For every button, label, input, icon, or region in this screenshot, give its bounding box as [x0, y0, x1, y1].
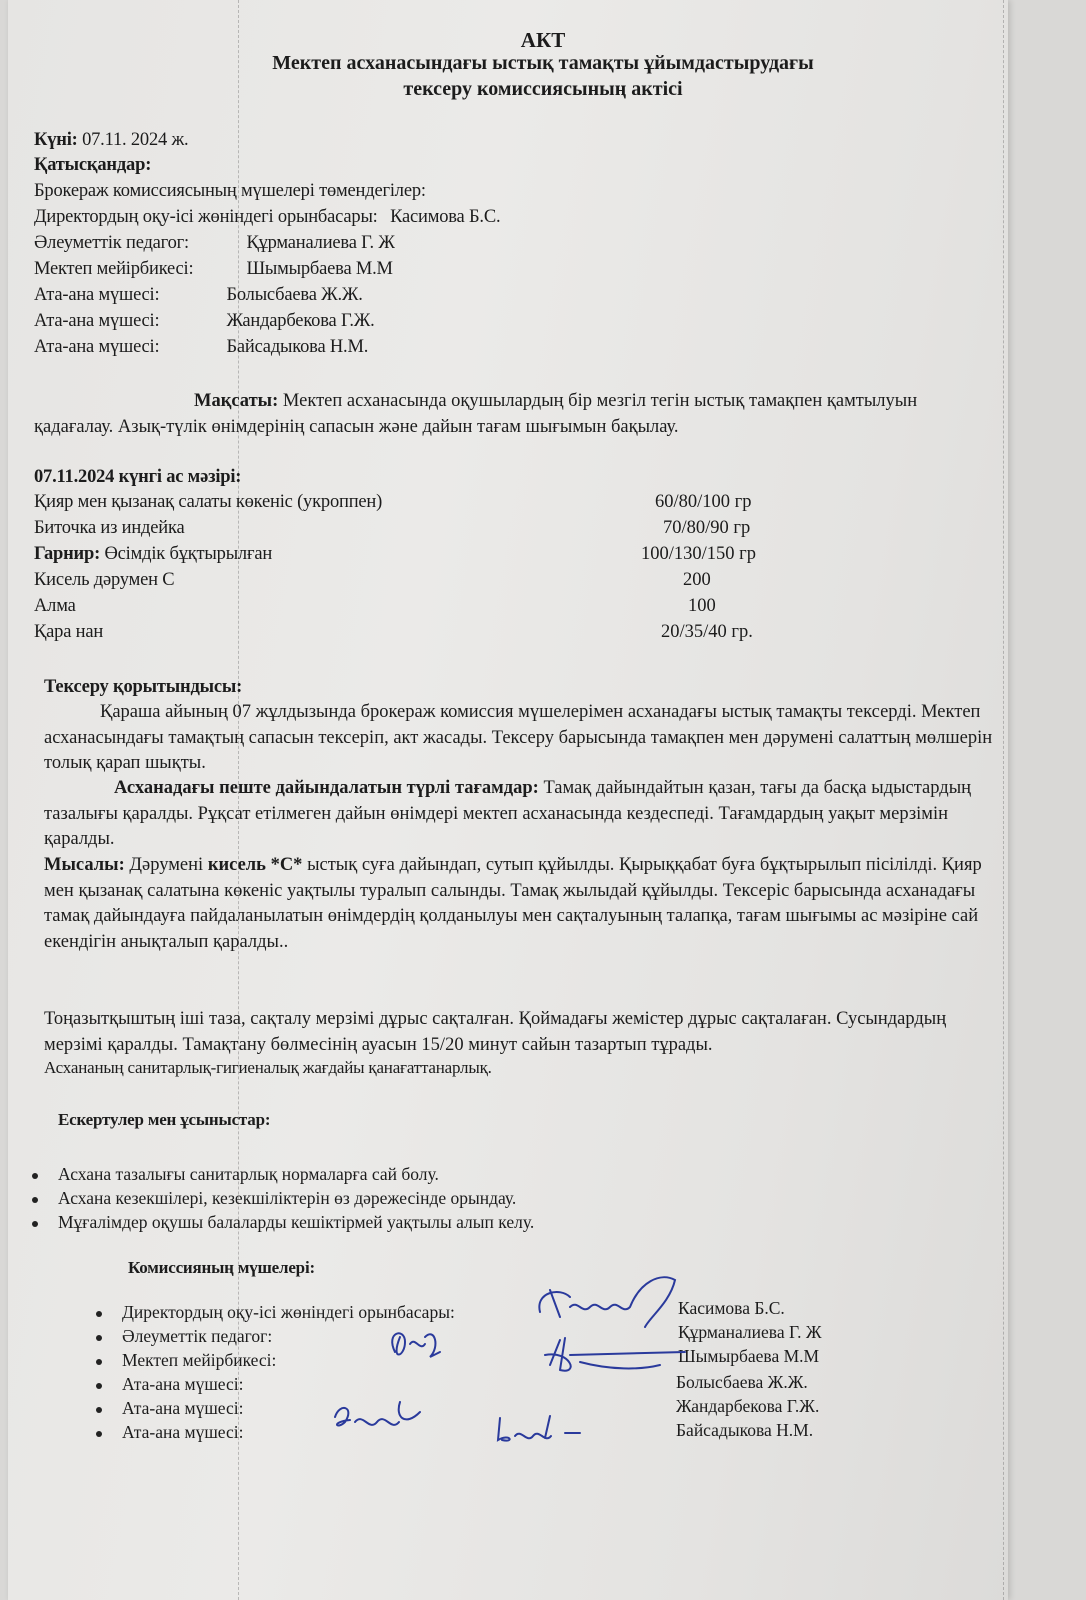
results-paragraph-1	[44, 700, 994, 777]
participant-row	[34, 207, 500, 228]
participant-row	[34, 259, 393, 280]
document-subtitle-1: Мектеп асханасындағы ыстық тамақты ұйымдастырудағы	[272, 52, 814, 74]
goal-text: Мектеп асханасында оқушылардың бір мезгіл тегін ыстық тамақпен қамтылуын қадағалау. Азық-түлік өнімдерінің сапасын және дайын тағам шығымын бақылау.	[34, 391, 918, 437]
menu-item-amount: 100	[688, 596, 716, 616]
bullet-icon	[96, 1359, 102, 1365]
participant-row	[34, 311, 375, 332]
menu-item-name: Биточка из индейка	[34, 518, 185, 538]
commission-member-role: Ата-ана мүшесі:	[122, 1422, 244, 1442]
participant-name: Жандарбекова Г.Ж.	[226, 311, 375, 331]
commission-member-name: Шымырбаева М.М	[678, 1346, 820, 1366]
menu-item	[34, 518, 184, 539]
commission-member-row	[96, 1398, 244, 1419]
results-conclusion: Асхананың санитарлық-гигиеналық жағдайы қанағаттанарлық.	[44, 1058, 492, 1077]
remarks-heading: Ескертулер мен ұсыныстар:	[58, 1110, 271, 1129]
bullet-icon	[96, 1335, 102, 1341]
signature-kasimova	[530, 1272, 690, 1332]
commission-member-row	[96, 1422, 244, 1443]
results-heading: Тексеру қорытындысы:	[44, 677, 243, 697]
bullet-icon	[96, 1431, 102, 1437]
commission-member-role: Әлеуметтік педагог:	[122, 1326, 273, 1346]
results-paragraph-3	[44, 853, 994, 955]
document-title: АКТ	[520, 28, 566, 52]
remark-text: Асхана тазалығы санитарлық нормаларға сай болу.	[58, 1164, 439, 1184]
menu-item-name: Өсімдік бұқтырылған	[104, 544, 273, 564]
menu-item-name: Қияр мен қызанақ салаты көкеніс (укроппен)	[34, 492, 383, 512]
bullet-icon	[32, 1197, 38, 1203]
menu-item-amount: 200	[683, 570, 711, 590]
remark-text: Мұғалімдер оқушы балаларды кешіктірмей уақтылы алып келу.	[58, 1212, 535, 1232]
commission-member-name: Болысбаева Ж.Ж.	[676, 1372, 808, 1392]
participant-row	[34, 337, 368, 358]
date-value: 07.11. 2024 ж.	[82, 130, 189, 150]
date-label: Күні:	[34, 130, 78, 150]
commission-heading: Комиссияның мүшелері:	[128, 1258, 315, 1277]
menu-heading: 07.11.2024 күнгі ас мәзірі:	[34, 467, 242, 487]
participant-role: Ата-ана мүшесі:	[34, 311, 160, 331]
participant-role: Ата-ана мүшесі:	[34, 285, 160, 305]
menu-item-amount: 100/130/150 гр	[641, 544, 756, 564]
goal-label: Мақсаты:	[194, 391, 279, 411]
commission-member-name: Байсадыкова Н.М.	[676, 1420, 814, 1440]
bullet-icon	[32, 1221, 38, 1227]
participant-name: Құрманалиева Г. Ж	[246, 233, 395, 253]
participant-name: Шымырбаева М.М	[246, 259, 393, 279]
commission-member-role: Ата-ана мүшесі:	[122, 1374, 244, 1394]
results-paragraph-4: Тоңазытқыштың іші таза, сақталу мерзімі дұрыс сақталған. Қоймадағы жемістер дұрыс сақталаған. Сусындардың мерзімі қаралды. Тамақтану бөлмесінің ауасын 15/20 минут сайын тазартып тұрады.	[44, 1009, 947, 1055]
commission-member-role: Директордың оқу-ісі жөніндегі орынбасары:	[122, 1302, 455, 1322]
bullet-icon	[96, 1311, 102, 1317]
commission-member-name: Жандарбекова Г.Ж.	[676, 1396, 820, 1416]
participants-heading: Қатысқандар:	[34, 155, 152, 175]
commission-member-role: Ата-ана мүшесі:	[122, 1398, 244, 1418]
participant-role: Ата-ана мүшесі:	[34, 337, 160, 357]
bullet-icon	[96, 1407, 102, 1413]
fold-line	[1003, 0, 1004, 1600]
document-subtitle-2: тексеру комиссиясының актісі	[403, 78, 683, 100]
signature-shymyrbaeva	[540, 1330, 690, 1380]
commission-member-name: Касимова Б.С.	[678, 1298, 785, 1318]
remark-text: Асхана кезекшілері, кезекшіліктерін өз дәрежесінде орындау.	[58, 1188, 517, 1208]
participants-intro: Брокераж комиссиясының мүшелері төмендегілер:	[34, 181, 426, 201]
menu-item-name: Кисель дәрумен С	[34, 570, 175, 590]
participant-role: Әлеуметтік педагог:	[34, 233, 189, 253]
menu-item-prefix: Гарнир:	[34, 544, 101, 564]
commission-member-role: Мектеп мейірбикесі:	[122, 1350, 277, 1370]
results-text: ыстық суға дайындап, сутып құйылды. Қырыққабат буға бұқтырылып пісілілді. Қияр мен қызанақ салатына көкеніс уақтылы туралып салынды. Тамақ жылыдай құйылды. Тексеріс барысында асханадағы тамақ дайындауға пайдаланылатын өнімдердің қолданылуы мен сақталуының талапқа, тағам шығымы ас мәзіріне сай екендігін анықталып қаралды..	[44, 855, 982, 952]
participant-name: Байсадыкова Н.М.	[226, 337, 369, 357]
participant-name: Болысбаева Ж.Ж.	[226, 285, 363, 305]
results-text: Қараша айының 07 жұлдызында брокераж комиссия мүшелерімен асханадағы ыстық тамақты тексерді. Мектеп асханасындағы тамақтың сапасын тексеріп, акт жасады. Тексеру барысында тамақпен мен дәрумені салаттың мөлшерін толық қарап шықты.	[44, 702, 993, 773]
menu-item	[34, 492, 382, 513]
remark-item	[32, 1164, 439, 1185]
results-text: Тамақ дайындайтын қазан, тағы да басқа ыдыстардың тазалығы қаралды. Рұқсат етілмеген дайын өнімдері мектеп асханасында кездеспеді. Тағамдардың уақыт мерзімін қаралды.	[44, 778, 972, 849]
signature-zhandarbekova	[325, 1392, 435, 1437]
commission-member-row	[96, 1302, 455, 1323]
menu-item-amount: 60/80/100 гр	[655, 492, 752, 512]
participant-row	[34, 233, 395, 254]
participant-row	[34, 285, 363, 306]
remark-item	[32, 1188, 516, 1209]
date-line	[34, 130, 188, 151]
results-paragraph-2	[44, 776, 994, 853]
commission-member-row	[96, 1374, 244, 1395]
participant-role: Директордың оқу-ісі жөніндегі орынбасары:	[34, 207, 378, 227]
results-p2-label: Асханадағы пеште дайындалатын түрлі тағамдар:	[114, 778, 539, 798]
menu-item-amount: 70/80/90 гр	[663, 518, 751, 538]
menu-item-name: Қара нан	[34, 622, 104, 642]
signature-baisadykova	[490, 1408, 590, 1448]
goal-paragraph	[34, 389, 994, 440]
commission-member-row	[96, 1350, 276, 1371]
menu-item-name: Алма	[34, 596, 76, 616]
menu-item	[34, 596, 76, 617]
menu-item	[34, 570, 174, 591]
results-text: Дәрумені	[129, 855, 204, 875]
menu-item-amount: 20/35/40 гр.	[661, 622, 753, 642]
results-p3-label: Мысалы:	[44, 855, 125, 875]
participant-role: Мектеп мейірбикесі:	[34, 259, 194, 279]
bullet-icon	[96, 1383, 102, 1389]
results-bold-text: кисель *С*	[207, 855, 303, 875]
bullet-icon	[32, 1173, 38, 1179]
participant-name: Касимова Б.С.	[390, 207, 501, 227]
signature-kurmanalieva	[380, 1322, 460, 1367]
remark-item	[32, 1212, 534, 1233]
menu-item	[34, 544, 272, 565]
commission-member-name: Құрманалиева Г. Ж	[678, 1322, 822, 1342]
commission-member-row	[96, 1326, 272, 1347]
menu-item	[34, 622, 103, 643]
